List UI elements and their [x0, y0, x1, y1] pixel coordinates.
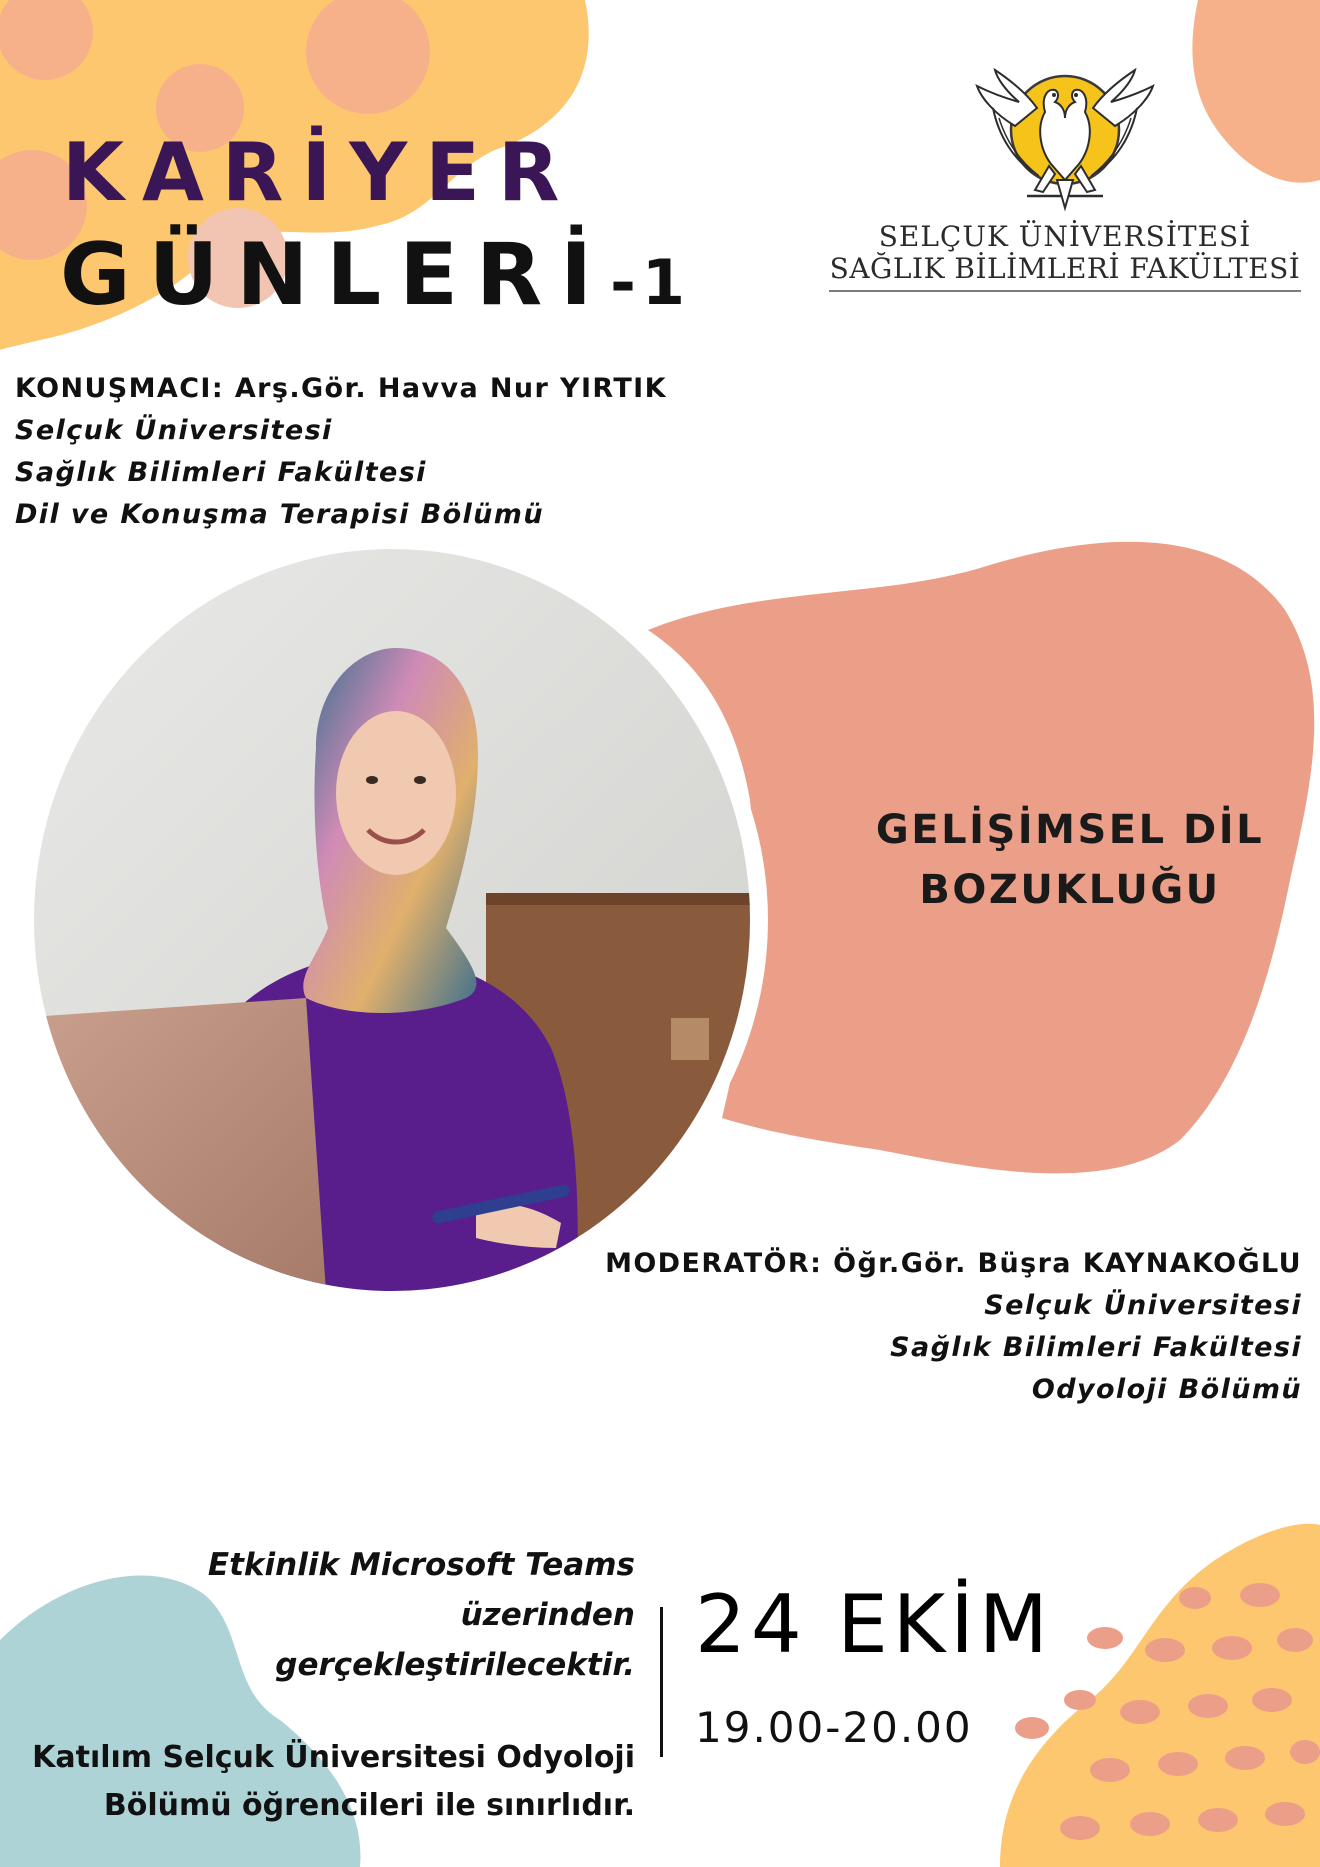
logo-university-name: SELÇUK ÜNİVERSİTESİ [878, 220, 1252, 253]
moderator-label: MODERATÖR: Öğr.Gör. Büşra KAYNAKOĞLU [605, 1248, 1302, 1279]
speaker-university: Selçuk Üniversitesi [15, 415, 333, 446]
moderator-info [605, 1243, 1302, 1411]
decor-dot [1265, 1802, 1305, 1826]
decor-dot [1130, 1812, 1170, 1836]
decor-dot [1179, 1587, 1211, 1609]
decor-dot [1145, 1638, 1185, 1662]
notice-line4: Bölümü öğrencileri ile sınırlıdır. [103, 1788, 635, 1823]
decor-dot [1060, 1816, 1100, 1840]
speaker-photo [16, 548, 772, 1292]
logo-faculty-name: SAĞLIK BİLİMLERİ FAKÜLTESİ [829, 252, 1301, 285]
speaker-info [15, 368, 667, 536]
notice-line1: Etkinlik Microsoft Teams üzerinden [207, 1547, 635, 1633]
speaker-department: Dil ve Konuşma Terapisi Bölümü [15, 499, 544, 530]
decor-dot [1015, 1717, 1049, 1739]
event-notice [30, 1540, 635, 1830]
decor-dot [1158, 1752, 1198, 1776]
decor-dot [1225, 1746, 1265, 1770]
speaker-faculty: Sağlık Bilimleri Fakültesi [15, 457, 427, 488]
logo-underline [829, 290, 1301, 292]
decor-dot [1087, 1627, 1123, 1649]
topic-line1: GELİŞİMSEL DİL [875, 807, 1265, 853]
moderator-university: Selçuk Üniversitesi [984, 1290, 1302, 1321]
notice-platform [30, 1540, 635, 1690]
decor-dot [1120, 1700, 1160, 1724]
decor-dot [1198, 1808, 1238, 1832]
talk-topic [820, 800, 1320, 920]
title-number: -1 [610, 246, 692, 319]
university-logo [825, 68, 1305, 298]
decor-dot [1090, 1758, 1130, 1782]
notice-line3: Katılım Selçuk Üniversitesi Odyoloji [32, 1740, 635, 1775]
speaker-label: KONUŞMACI: Arş.Gör. Havva Nur YIRTIK [15, 373, 667, 404]
decor-dot [1252, 1688, 1292, 1712]
topic-line2: BOZUKLUĞU [919, 867, 1221, 913]
decor-dot [1064, 1690, 1096, 1710]
moderator-department: Odyoloji Bölümü [1031, 1374, 1302, 1405]
notice-participation [30, 1734, 635, 1830]
moderator-faculty: Sağlık Bilimleri Fakültesi [890, 1332, 1302, 1363]
decor-dot [1188, 1694, 1228, 1718]
event-time: 19.00-20.00 [695, 1703, 973, 1752]
event-date: 24 EKİM [695, 1578, 1053, 1671]
decor-dot [1290, 1740, 1320, 1764]
notice-line2: gerçekleştirilecektir. [275, 1647, 635, 1683]
double-headed-eagle-emblem [975, 68, 1155, 216]
poster-title-line1: KARİYER [62, 126, 578, 219]
decor-dot [1240, 1583, 1280, 1607]
poster-title-line2 [60, 225, 691, 333]
decor-dot [1277, 1628, 1313, 1652]
vertical-divider [660, 1607, 663, 1757]
decor-dot [1212, 1636, 1252, 1660]
title-word: GÜNLERİ [60, 225, 611, 325]
